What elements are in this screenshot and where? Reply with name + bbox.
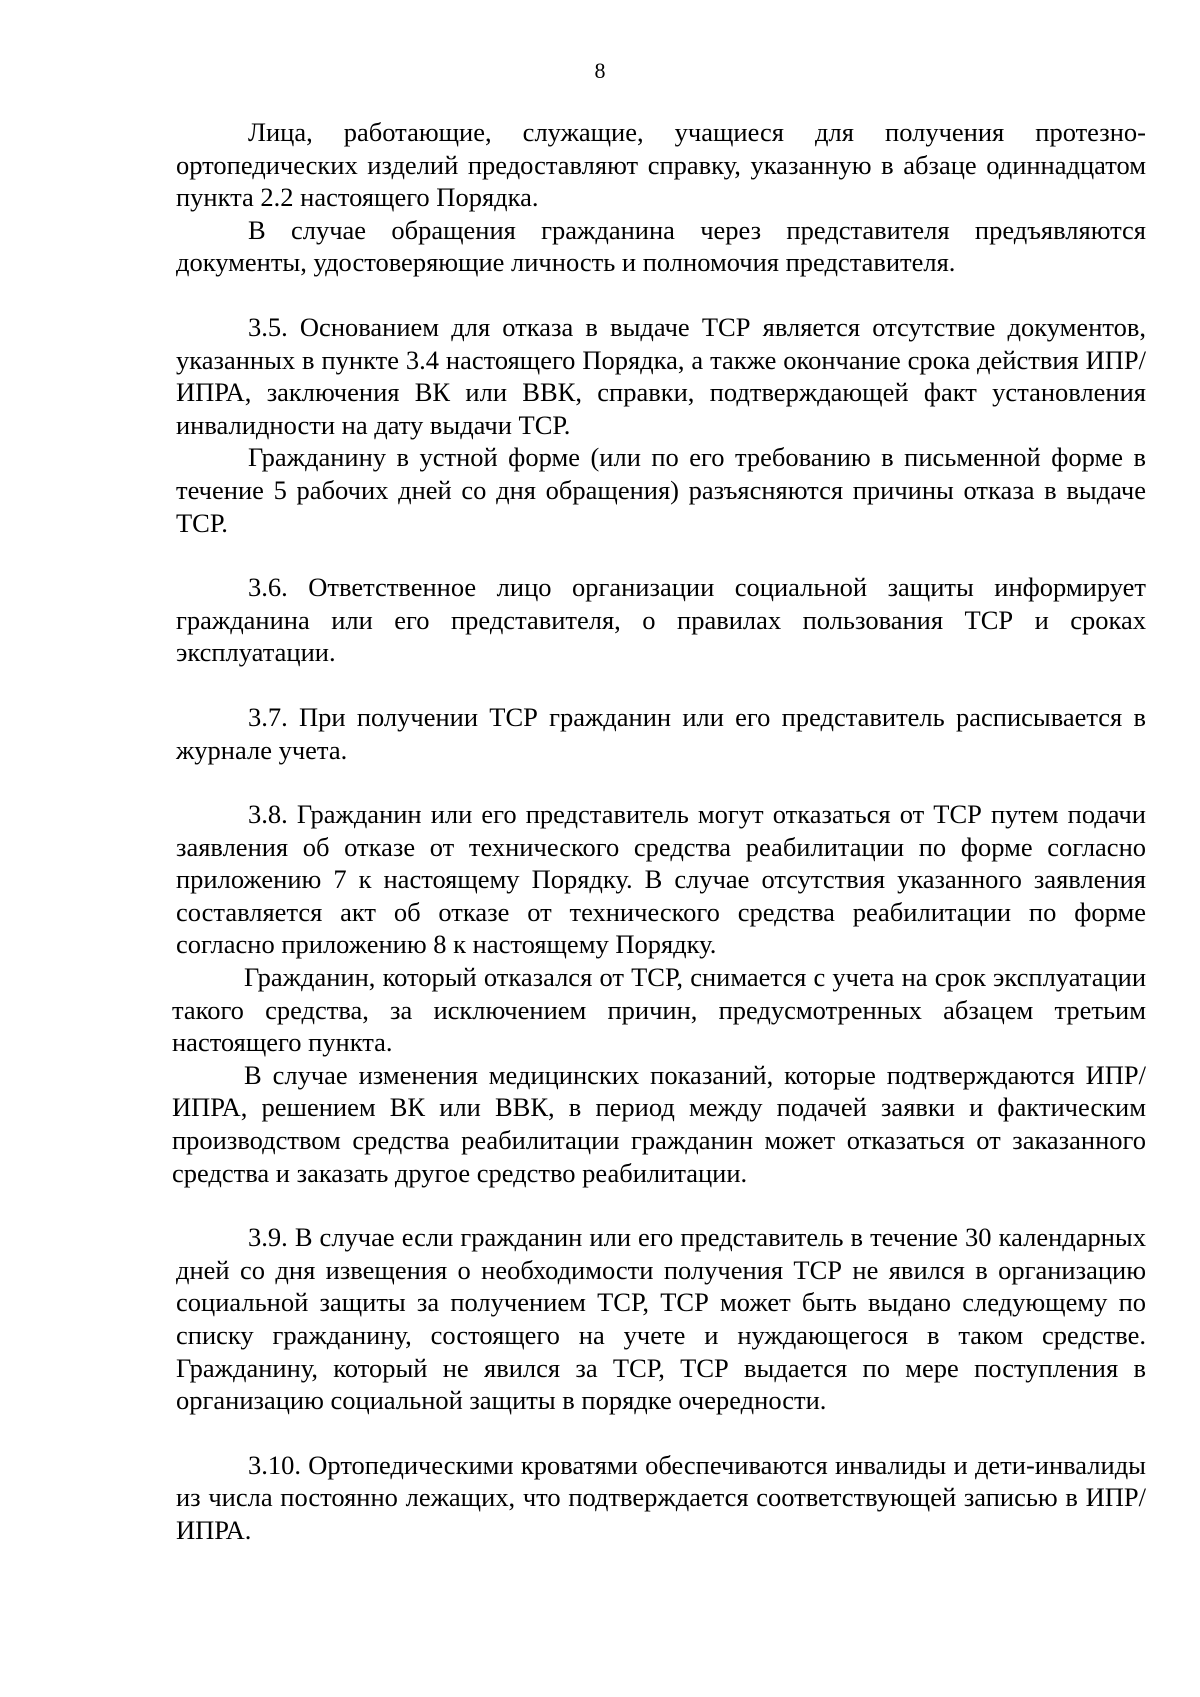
page-number: 8: [594, 58, 606, 83]
paragraph-prosthetic-certificate: Лица, работающие, служащие, учащиеся для получения протезно-ортопедических изделий предоставляют справку, указанную в абзаце одиннадцатом пункта 2.2 настоящего Порядка.: [176, 117, 1146, 213]
paragraph-refusal-explanation: Гражданину в устной форме (или по его требованию в письменной форме в течение 5 рабочих дней со дня обращения) разъясняются причины отказа в выдаче ТСР.: [176, 442, 1146, 538]
paragraph-3-6-information: 3.6. Ответственное лицо организации социальной защиты информирует гражданина или его представителя, о правилах пользования ТСР и сроках эксплуатации.: [176, 572, 1146, 668]
paragraph-3-8-refusal-application: 3.8. Гражданин или его представитель могут отказаться от ТСР путем подачи заявления об отказе от технического средства реабилитации по форме согласно приложению 7 к настоящему Порядку. В случае отсутствия указанного заявления составляется акт об отказе от технического средства реабилитации по форме согласно приложению 8 к настоящему Порядку.: [176, 799, 1146, 960]
paragraph-3-7-signature: 3.7. При получении ТСР гражданин или его представитель расписывается в журнале учета.: [176, 701, 1146, 765]
document-body: [172, 116, 1146, 1547]
paragraph-3-10-orthopedic-beds: 3.10. Ортопедическими кроватями обеспечиваются инвалиды и дети-инвалиды из числа постоянно лежащих, что подтверждается соответствующей записью в ИПР/ИПРА.: [176, 1449, 1146, 1545]
paragraph-representative-documents: В случае обращения гражданина через представителя предъявляются документы, удостоверяющие личность и полномочия представителя.: [176, 214, 1146, 278]
paragraph-3-9-non-appearance: 3.9. В случае если гражданин или его представитель в течение 30 календарных дней со дня извещения о необходимости получения ТСР не явился в организацию социальной защиты за получением ТСР, ТСР может быть выдано следующему по списку гражданину, состоящего на учете и нуждающегося в таком средстве. Гражданину, который не явился за ТСР, ТСР выдается по мере поступления в организацию социальной защиты в порядке очередности.: [176, 1222, 1146, 1416]
paragraph-deregistration: Гражданин, который отказался от ТСР, снимается с учета на срок эксплуатации такого средства, за исключением причин, предусмотренных абзацем третьим настоящего пункта.: [172, 962, 1146, 1058]
paragraph-3-5-refusal-grounds: 3.5. Основанием для отказа в выдаче ТСР является отсутствие документов, указанных в пункте 3.4 настоящего Порядка, а также окончание срока действия ИПР/ИПРА, заключения ВК или ВВК, справки, подтверждающей факт установления инвалидности на дату выдачи ТСР.: [176, 311, 1146, 440]
paragraph-medical-indications-change: В случае изменения медицинских показаний, которые подтверждаются ИПР/ИПРА, решением ВК или ВВК, в период между подачей заявки и фактическим производством средства реабилитации гражданин может отказаться от заказанного средства и заказать другое средство реабилитации.: [172, 1059, 1146, 1188]
